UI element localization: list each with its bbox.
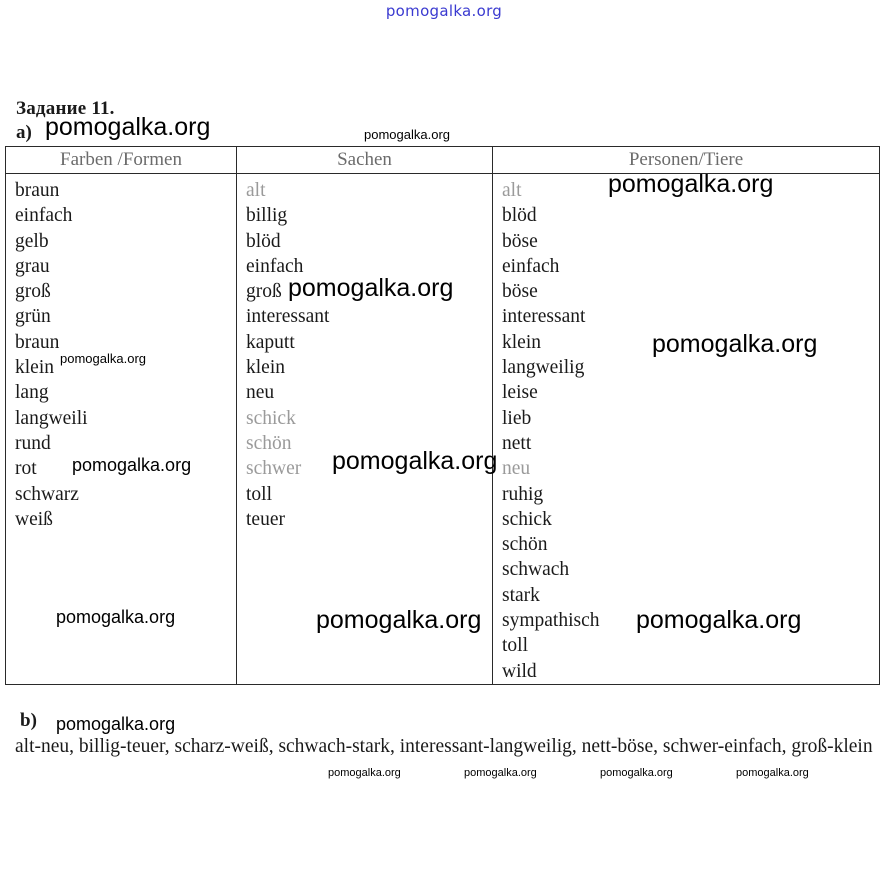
list-item: schwarz bbox=[15, 483, 79, 505]
list-item: blöd bbox=[502, 205, 537, 227]
part-a-label: a) bbox=[16, 122, 32, 143]
table-row bbox=[6, 174, 880, 685]
list-item: ruhig bbox=[502, 483, 544, 505]
list-item: braun bbox=[15, 331, 60, 353]
watermark: pomogalka.org bbox=[636, 606, 802, 634]
watermark: pomogalka.org bbox=[464, 767, 537, 779]
word-list bbox=[493, 174, 879, 684]
header-sachen: Sachen bbox=[237, 147, 493, 174]
header-personen-tiere: Personen/Tiere bbox=[493, 147, 880, 174]
list-item: teuer bbox=[246, 508, 285, 530]
watermark: pomogalka.org bbox=[600, 767, 673, 779]
header-farben-formen: Farben /Formen bbox=[6, 147, 237, 174]
answer-b-text: alt-neu, billig-teuer, scharz-weiß, schwach-stark, interessant-langweilig, nett-böse, schwer-einfach, groß-klein bbox=[15, 736, 873, 757]
list-item: leise bbox=[502, 382, 538, 404]
column-personen-tiere bbox=[493, 174, 880, 685]
list-item: klein bbox=[246, 357, 285, 379]
list-item: langweili bbox=[15, 407, 88, 429]
word-list bbox=[237, 174, 492, 532]
list-item: wild bbox=[502, 660, 537, 682]
list-item: billig bbox=[246, 205, 288, 227]
list-item: böse bbox=[502, 230, 538, 252]
list-item: neu bbox=[246, 382, 275, 404]
list-item: einfach bbox=[246, 255, 304, 277]
list-item: interessant bbox=[502, 306, 586, 328]
list-item: toll bbox=[246, 483, 273, 505]
list-item: weiß bbox=[15, 508, 53, 530]
list-item: blöd bbox=[246, 230, 281, 252]
watermark: pomogalka.org bbox=[56, 714, 176, 734]
list-item: rund bbox=[15, 432, 51, 454]
list-item: nett bbox=[502, 432, 532, 454]
list-item: sympathisch bbox=[502, 610, 600, 632]
watermark: pomogalka.org bbox=[60, 351, 146, 366]
table-header-row bbox=[6, 147, 880, 174]
list-item: klein bbox=[15, 357, 54, 379]
watermark: pomogalka.org bbox=[72, 455, 192, 475]
list-item: braun bbox=[15, 180, 60, 201]
word-table bbox=[5, 146, 880, 685]
list-item: langweilig bbox=[502, 357, 585, 379]
list-item: alt bbox=[246, 180, 266, 201]
watermark: pomogalka.org bbox=[736, 767, 809, 779]
part-b-label: b) bbox=[20, 710, 37, 731]
list-item: schön bbox=[246, 432, 292, 454]
list-item: schwer bbox=[246, 458, 302, 480]
watermark: pomogalka.org bbox=[56, 607, 176, 627]
watermark: pomogalka.org bbox=[608, 170, 774, 198]
list-item: klein bbox=[502, 331, 541, 353]
watermark: pomogalka.org bbox=[288, 274, 454, 302]
watermark: pomogalka.org bbox=[328, 767, 401, 779]
list-item: einfach bbox=[502, 255, 560, 277]
list-item: toll bbox=[502, 635, 529, 657]
list-item: alt bbox=[502, 180, 522, 201]
watermark: pomogalka.org bbox=[364, 127, 450, 142]
list-item: einfach bbox=[15, 205, 73, 227]
list-item: kaputt bbox=[246, 331, 295, 353]
watermark: pomogalka.org bbox=[652, 330, 818, 358]
list-item: gelb bbox=[15, 230, 49, 252]
list-item: schön bbox=[502, 534, 548, 556]
column-sachen bbox=[237, 174, 493, 685]
list-item: grau bbox=[15, 255, 50, 277]
watermark: pomogalka.org bbox=[332, 447, 498, 475]
list-item: lieb bbox=[502, 407, 532, 429]
watermark: pomogalka.org bbox=[316, 606, 482, 634]
list-item: schick bbox=[246, 407, 296, 429]
list-item: lang bbox=[15, 382, 49, 404]
list-item: groß bbox=[246, 281, 282, 303]
list-item: rot bbox=[15, 458, 37, 480]
word-list bbox=[6, 174, 236, 532]
list-item: stark bbox=[502, 584, 540, 606]
task-title: Задание 11. bbox=[16, 98, 115, 119]
list-item: interessant bbox=[246, 306, 330, 328]
column-farben-formen bbox=[6, 174, 237, 685]
list-item: grün bbox=[15, 306, 51, 328]
list-item: böse bbox=[502, 281, 538, 303]
list-item: groß bbox=[15, 281, 51, 303]
watermark: pomogalka.org bbox=[45, 113, 211, 141]
site-link[interactable]: pomogalka.org bbox=[385, 2, 503, 20]
list-item: neu bbox=[502, 458, 531, 480]
list-item: schwach bbox=[502, 559, 570, 581]
list-item: schick bbox=[502, 508, 552, 530]
